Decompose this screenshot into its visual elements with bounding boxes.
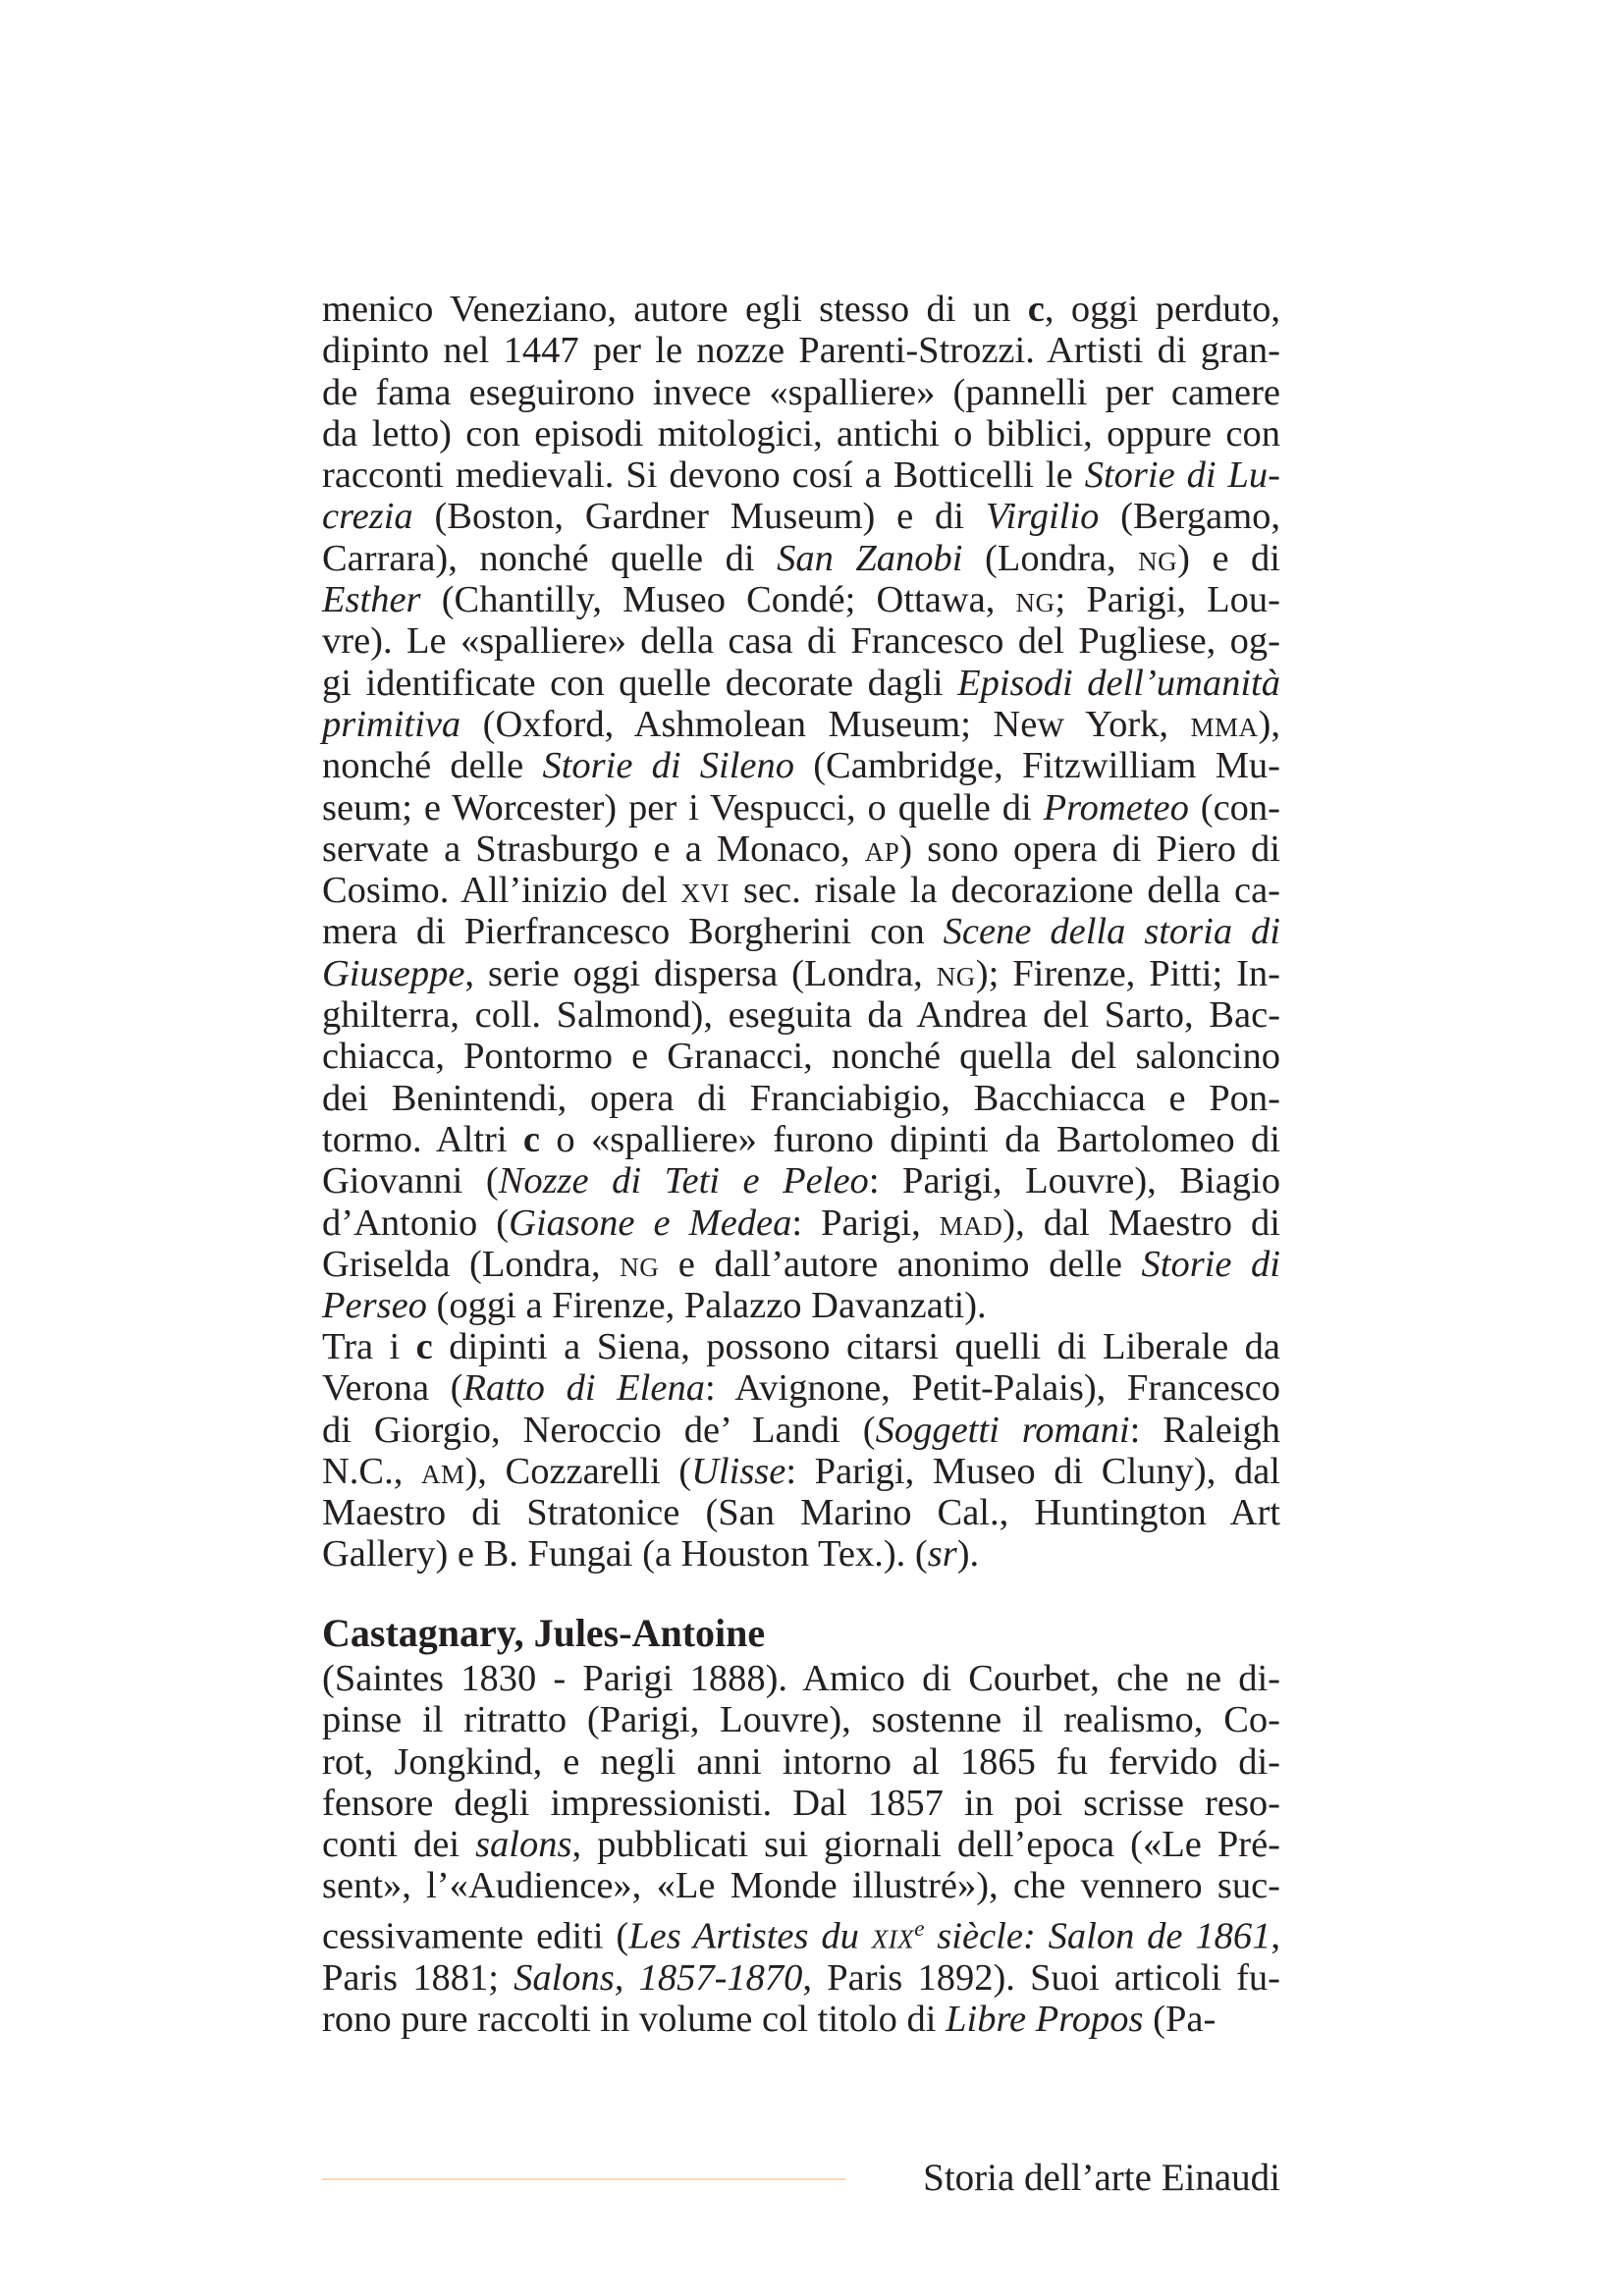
footer-rule — [322, 2178, 845, 2180]
text-line: Paris 1881; Salons, 1857-1870, Paris 1892). Suoi articoli fu- — [322, 1956, 1281, 1999]
entry-body — [322, 1658, 1280, 2040]
text-line: vre). Le «spalliere» della casa di Francesco del Pugliese, og- — [322, 620, 1280, 663]
text-line: (Saintes 1830 - Parigi 1888). Amico di Courbet, che ne di- — [322, 1658, 1280, 1699]
text-line: menico Veneziano, autore egli stesso di un c, oggi perduto, — [322, 289, 1280, 330]
text-line: primitiva (Oxford, Ashmolean Museum; New York, mma), — [322, 703, 1280, 745]
text-line: Carrara), nonché quelle di San Zanobi (Londra, ng) e di — [322, 537, 1281, 579]
text-line: de fama eseguirono invece «spalliere» (pannelli per camere — [322, 371, 1280, 413]
text-line: Verona (Ratto di Elena: Avignone, Petit-Palais), Francesco — [322, 1367, 1280, 1410]
text-line: Giovanni (Nozze di Teti e Peleo: Parigi, Louvre), Biagio — [322, 1160, 1280, 1202]
text-line: crezia (Boston, Gardner Museum) e di Virgilio (Bergamo, — [322, 496, 1281, 538]
entry-title: Castagnary, Jules-Antoine — [322, 1611, 766, 1655]
text-line: nonché delle Storie di Sileno (Cambridge, Fitzwilliam Mu- — [322, 745, 1280, 787]
text-line: Perseo (oggi a Firenze, Palazzo Davanzati). — [322, 1285, 987, 1327]
text-line: mera di Pierfrancesco Borgherini con Scene della storia di — [322, 911, 1280, 953]
text-line: ghilterra, coll. Salmond), eseguita da Andrea del Sarto, Bac- — [322, 994, 1280, 1037]
text-line: da letto) con episodi mitologici, antichi o biblici, oppure con — [322, 412, 1280, 454]
text-line: gi identificate con quelle decorate dagli Episodi dell’umanità — [322, 662, 1280, 704]
text-line: seum; e Worcester) per i Vespucci, o quelle di Prometeo (con- — [322, 786, 1280, 828]
text-line: Esther (Chantilly, Museo Condé; Ottawa, ng; Parigi, Lou- — [322, 579, 1281, 621]
text-line: Maestro di Stratonice (San Marino Cal., Huntington Art — [322, 1492, 1280, 1534]
text-line: servate a Strasburgo e a Monaco, ap) sono opera di Piero di — [322, 828, 1280, 870]
body-paragraph-2 — [322, 1326, 1280, 1575]
text-line: dipinto nel 1447 per le nozze Parenti-Strozzi. Artisti di gran- — [322, 330, 1280, 372]
text-line: Griselda (Londra, ng e dall’autore anonimo delle Storie di — [322, 1243, 1280, 1285]
text-line: dei Benintendi, opera di Franciabigio, Bacchiacca e Pon- — [322, 1077, 1280, 1119]
text-line: fensore degli impressionisti. Dal 1857 in poi scrisse reso- — [322, 1782, 1280, 1824]
text-line: rono pure raccolti in volume col titolo di Libre Propos (Pa- — [322, 1999, 1217, 2041]
text-line: d’Antonio (Giasone e Medea: Parigi, mad), dal Maestro di — [322, 1201, 1280, 1244]
text-line: cessivamente editi (Les Artistes du xix$^e$ siècle: Salon de 1861, — [322, 1914, 1280, 1957]
text-line: racconti medievali. Si devono cosí a Botticelli le Storie di Lu- — [322, 454, 1280, 497]
footer-title: Storia dell’arte Einaudi — [923, 2157, 1280, 2199]
text-line: Gallery) e B. Fungai (a Houston Tex.). (sr). — [322, 1533, 980, 1575]
text-line: pinse il ritratto (Parigi, Louvre), sostenne il realismo, Co- — [322, 1699, 1280, 1741]
text-line: Cosimo. All’inizio del xvi sec. risale la decorazione della ca- — [322, 870, 1280, 912]
text-line: N.C., am), Cozzarelli (Ulisse: Parigi, Museo di Cluny), dal — [322, 1450, 1280, 1492]
text-line: conti dei salons, pubblicati sui giornali dell’epoca («Le Pré- — [322, 1824, 1280, 1866]
body-paragraph-1 — [322, 289, 1280, 1326]
text-line: tormo. Altri c o «spalliere» furono dipinti da Bartolomeo di — [322, 1118, 1280, 1160]
text-line: rot, Jongkind, e negli anni intorno al 1865 fu fervido di- — [322, 1740, 1280, 1783]
text-line: chiacca, Pontormo e Granacci, nonché quella del saloncino — [322, 1036, 1280, 1078]
text-line: sent», l’«Audience», «Le Monde illustré»), che vennero suc- — [322, 1865, 1280, 1907]
text-line: Giuseppe, serie oggi dispersa (Londra, ng); Firenze, Pitti; In- — [322, 952, 1280, 994]
text-line: di Giorgio, Neroccio de’ Landi (Soggetti romani: Raleigh — [322, 1409, 1280, 1451]
text-line: Tra i c dipinti a Siena, possono citarsi quelli di Liberale da — [322, 1326, 1280, 1367]
